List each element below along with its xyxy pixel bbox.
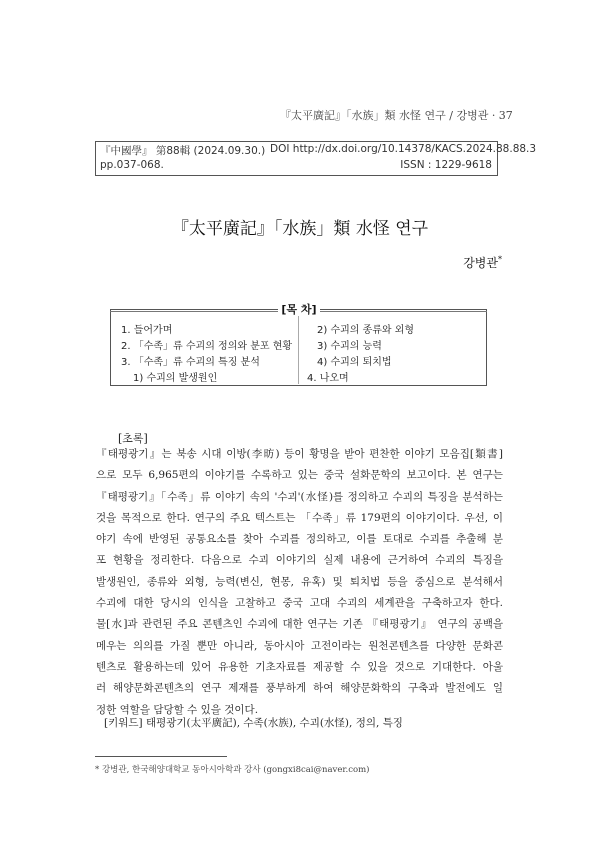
abstract-label: [초록] [118,432,148,445]
abstract-line: 포 현황을 정리한다. 다음으로 수괴 이야기의 실제 내용에 근거하여 수괴의 특징을 [96,554,503,567]
abstract-line: 메우는 의의를 가질 뿐만 아니라, 동아시아 고전이라는 원천콘텐츠를 다양한 문화콘 [96,639,503,652]
abstract-line: 것을 목적으로 한다. 연구의 주요 텍스트는 「수족」류 179편의 이야기이다. 우선, 이 [96,511,503,524]
abstract-line: 물[水]과 관련된 주요 콘텐츠인 수괴에 대한 연구는 기존 『태평광기』 연구의 공백을 [96,618,503,631]
running-header: 『太平廣記』「水族」類 水怪 연구 / 강병관 · 37 [280,109,513,122]
journal-citation: 『中國學』 第88輯 (2024.09.30.) [100,145,266,157]
footnote: * 강병관, 한국해양대학교 동아시아학과 강사 (gongxi8cai@naver.com) [95,765,370,775]
footnote-rule [95,756,227,757]
abstract-line: 야기 속에 반영된 공통요소를 찾아 수괴를 정의하고, 이를 토대로 수괴를 추출해 분 [96,533,503,546]
toc-item: 2) 수괴의 종류와 외형 [317,325,415,336]
author-footnote-mark: * [498,255,502,264]
toc-item: 2. 「수족」류 수괴의 정의와 분포 현황 [121,341,293,352]
abstract-line: 으로 모두 6,965편의 이야기를 수록하고 있는 중국 설화문학의 보고이다. 본 연구는 [96,469,503,482]
abstract-line: 『태평광기』는 북송 시대 이방(李昉) 등이 황명을 받아 편찬한 이야기 모음집[類書] [96,448,503,460]
abstract-body [96,444,503,721]
author [380,254,502,271]
toc-item: 1) 수괴의 발생원인 [133,373,218,384]
abstract-line: 『태평광기』「수족」류 이야기 속의 '수괴'(水怪)를 정의하고 수괴의 특징을 분석하는 [96,490,503,503]
page-range: pp.037-068. [100,159,164,171]
abstract-line: 러 해양문화콘텐츠의 연구 제재를 풍부하게 하여 해양문화학의 구축과 발전에도 일 [96,682,503,695]
toc-item: 4) 수괴의 퇴치법 [317,357,392,368]
toc-item: 3) 수괴의 능력 [317,341,382,352]
toc-item: 3. 「수족」류 수괴의 특징 분석 [121,357,260,368]
toc-item: 4. 나오며 [307,373,349,384]
abstract-line: 수괴에 대한 당시의 인식을 고찰하고 중국 고대 수괴의 세계관을 구축하고자 한다. [96,597,503,610]
toc-item: 1. 들어가며 [121,325,173,336]
abstract-line: 발생원인, 종류와 외형, 능력(변신, 현몽, 유혹) 및 퇴치법 등을 중심으로 분석해서 [96,575,503,588]
toc-heading: [목 차] [278,301,320,317]
author-name: 강병관 [463,256,498,270]
keywords: [키워드] 태평광기(太平廣記), 수족(水族), 수괴(水怪), 정의, 특징 [104,717,403,729]
toc-column-divider [298,316,299,384]
paper-title: 『太平廣記』「水族」類 水怪 연구 [171,219,429,239]
abstract-line: 텐츠로 활용하는데 있어 유용한 기초자료를 제공할 수 있을 것으로 기대한다. 아울 [96,660,503,673]
issn: ISSN : 1229-9618 [400,159,492,171]
abstract-line: 정한 역할을 담당할 수 있을 것이다. [96,703,259,716]
doi: DOI http://dx.doi.org/10.14378/KACS.2024.88.88.3 [270,143,537,155]
